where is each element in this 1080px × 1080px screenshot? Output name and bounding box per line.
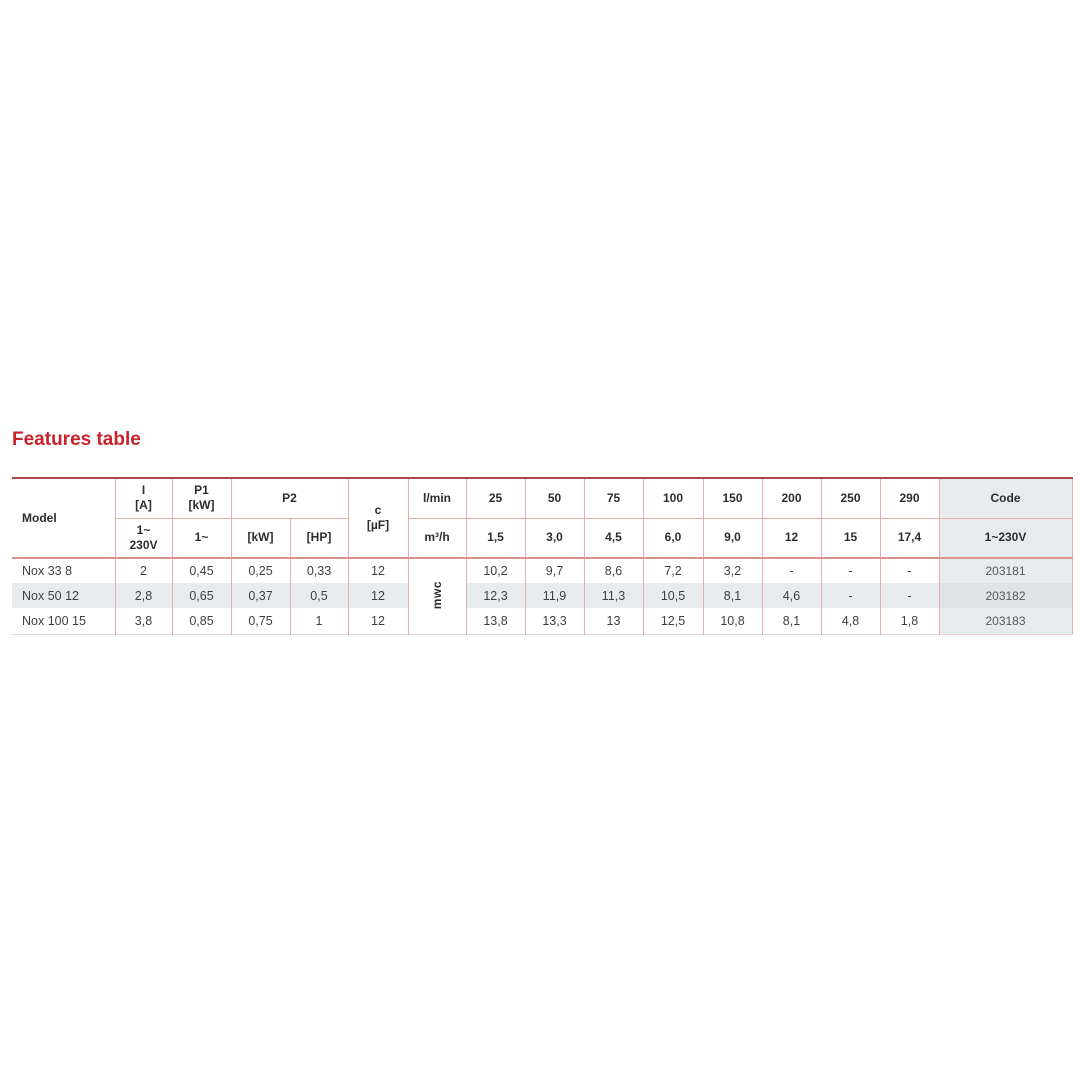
table-header (12, 478, 1072, 558)
cell-head-1: 11,9 (525, 583, 584, 608)
cell-head-6: - (821, 558, 880, 583)
header-p2-kw: [kW] (231, 518, 290, 558)
header-row-1 (12, 478, 1072, 518)
cell-head-3: 7,2 (643, 558, 703, 583)
header-flow-m3h-2: 4,5 (584, 518, 643, 558)
cell-p2-hp: 0,5 (290, 583, 348, 608)
cell-head-5: 8,1 (762, 608, 821, 634)
cell-head-2: 11,3 (584, 583, 643, 608)
header-current: I [A] (115, 478, 172, 518)
cell-head-0: 13,8 (466, 608, 525, 634)
header-flow-m3h-3: 6,0 (643, 518, 703, 558)
cell-head-7: - (880, 558, 939, 583)
header-row-2 (12, 518, 1072, 558)
header-code: Code (939, 478, 1072, 518)
page-title: Features table (12, 429, 141, 450)
header-flow-m3h-4: 9,0 (703, 518, 762, 558)
cell-current: 3,8 (115, 608, 172, 634)
cell-code: 203181 (939, 558, 1072, 583)
header-p2-hp: [HP] (290, 518, 348, 558)
cell-head-0: 10,2 (466, 558, 525, 583)
header-capacitor: c [µF] (348, 478, 408, 558)
cell-head-2: 8,6 (584, 558, 643, 583)
cell-current: 2 (115, 558, 172, 583)
header-flow-m3h: m³/h (408, 518, 466, 558)
header-flow-lmin: l/min (408, 478, 466, 518)
header-flow-m3h-5: 12 (762, 518, 821, 558)
header-flow-200: 200 (762, 478, 821, 518)
header-code-voltage: 1~230V (939, 518, 1072, 558)
header-flow-75: 75 (584, 478, 643, 518)
header-flow-m3h-7: 17,4 (880, 518, 939, 558)
header-flow-25: 25 (466, 478, 525, 518)
header-flow-250: 250 (821, 478, 880, 518)
header-model: Model (22, 510, 57, 525)
cell-capacitor: 12 (348, 608, 408, 634)
header-flow-m3h-1: 3,0 (525, 518, 584, 558)
cell-model: Nox 100 15 (22, 613, 86, 628)
cell-p1: 0,65 (172, 583, 231, 608)
cell-head-0: 12,3 (466, 583, 525, 608)
header-p2: P2 (231, 478, 348, 518)
header-flow-50: 50 (525, 478, 584, 518)
cell-p1: 0,85 (172, 608, 231, 634)
cell-capacitor: 12 (348, 558, 408, 583)
table-row (12, 558, 1072, 583)
cell-head-2: 13 (584, 608, 643, 634)
cell-p2-kw: 0,37 (231, 583, 290, 608)
cell-head-6: 4,8 (821, 608, 880, 634)
header-flow-m3h-6: 15 (821, 518, 880, 558)
cell-head-5: 4,6 (762, 583, 821, 608)
cell-current: 2,8 (115, 583, 172, 608)
cell-head-4: 10,8 (703, 608, 762, 634)
cell-p2-hp: 1 (290, 608, 348, 634)
header-flow-100: 100 (643, 478, 703, 518)
cell-head-7: - (880, 583, 939, 608)
table-row (12, 583, 1072, 608)
header-p1: P1 [kW] (172, 478, 231, 518)
cell-model: Nox 33 8 (12, 558, 115, 583)
cell-head-1: 13,3 (525, 608, 584, 634)
cell-code: 203183 (939, 608, 1072, 634)
cell-p2-hp: 0,33 (290, 558, 348, 583)
cell-mwc-unit (408, 558, 466, 634)
cell-p2-kw: 0,25 (231, 558, 290, 583)
header-p1-phase: 1~ (172, 518, 231, 558)
cell-p2-kw: 0,75 (231, 608, 290, 634)
mwc-label: mwc (430, 580, 444, 609)
cell-head-1: 9,7 (525, 558, 584, 583)
table-body (12, 558, 1072, 634)
cell-head-6: - (821, 583, 880, 608)
cell-model: Nox 50 12 (12, 583, 115, 608)
cell-head-5: - (762, 558, 821, 583)
header-flow-m3h-0: 1,5 (466, 518, 525, 558)
cell-head-3: 12,5 (643, 608, 703, 634)
cell-head-4: 8,1 (703, 583, 762, 608)
cell-capacitor: 12 (348, 583, 408, 608)
cell-head-4: 3,2 (703, 558, 762, 583)
header-current-voltage: 1~ 230V (115, 518, 172, 558)
cell-head-7: 1,8 (880, 608, 939, 634)
cell-head-3: 10,5 (643, 583, 703, 608)
features-table (12, 477, 1073, 635)
table-row (12, 608, 1072, 634)
cell-code: 203182 (939, 583, 1072, 608)
cell-p1: 0,45 (172, 558, 231, 583)
header-flow-290: 290 (880, 478, 939, 518)
header-flow-150: 150 (703, 478, 762, 518)
